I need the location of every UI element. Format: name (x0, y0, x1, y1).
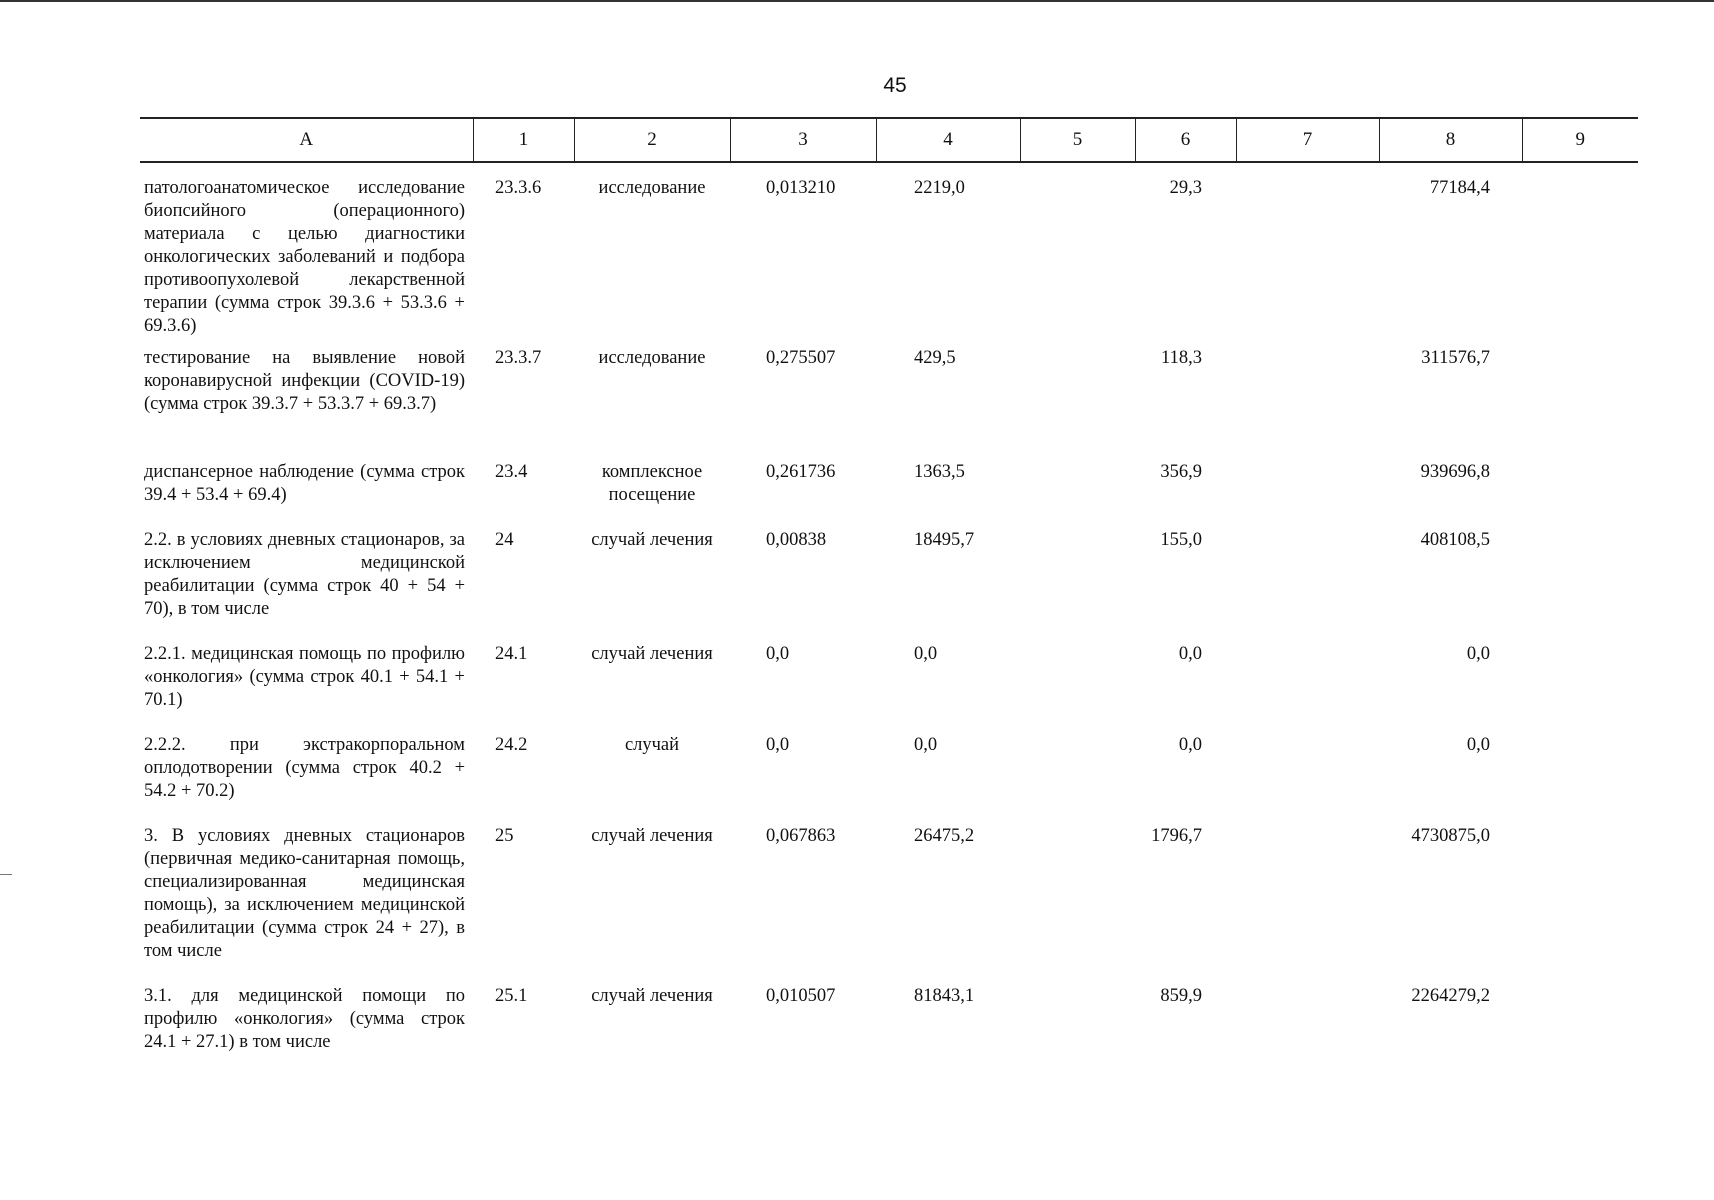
row-col8-cell: 77184,4 (1429, 178, 1490, 198)
row-unit-cell: случай лечения (591, 530, 713, 550)
row-col8-cell: 311576,7 (1421, 348, 1490, 368)
row-col7-cell (1236, 461, 1379, 529)
row-name-cell: 2.2.2. при экстракорпоральном оплодотворении (сумма строк 40.2 + 54.2 + 70.2) (144, 735, 465, 801)
table-row (140, 985, 1638, 1055)
row-col9-cell (1522, 461, 1638, 529)
table-row (140, 162, 1638, 347)
row-col9-cell (1522, 985, 1638, 1055)
column-header-4: 4 (876, 118, 1020, 162)
row-col4-cell: 2219,0 (914, 178, 965, 198)
row-code-cell: 23.3.7 (495, 348, 542, 368)
table-row (140, 461, 1638, 529)
row-col9-cell (1522, 162, 1638, 347)
table-row (140, 734, 1638, 825)
row-col4-cell: 0,0 (914, 644, 938, 664)
row-col7-cell (1236, 162, 1379, 347)
row-col9-cell (1522, 529, 1638, 643)
table-row (140, 643, 1638, 734)
row-unit-cell: случай лечения (591, 826, 713, 846)
row-col5-cell (1020, 347, 1135, 461)
column-header-6: 6 (1135, 118, 1236, 162)
row-code-cell: 25 (495, 826, 514, 846)
row-col7-cell (1236, 347, 1379, 461)
row-col3-cell: 0,010507 (766, 986, 836, 1006)
row-code-cell: 24.1 (495, 644, 528, 664)
row-unit-cell: комплексное посещение (601, 462, 703, 505)
row-col6-cell: 356,9 (1160, 462, 1202, 482)
row-unit-cell: случай лечения (591, 986, 713, 1006)
row-col8-cell: 939696,8 (1420, 462, 1490, 482)
row-col7-cell (1236, 985, 1379, 1055)
column-header-a: А (140, 118, 473, 162)
row-col3-cell: 0,275507 (766, 348, 836, 368)
data-table (140, 117, 1638, 1055)
row-col7-cell (1236, 734, 1379, 825)
row-col6-cell: 0,0 (1178, 735, 1202, 755)
row-col7-cell (1236, 825, 1379, 985)
row-col4-cell: 0,0 (914, 735, 938, 755)
row-col6-cell: 29,3 (1169, 178, 1202, 198)
row-unit-cell: исследование (598, 348, 706, 368)
page-number: 45 (883, 74, 907, 97)
row-code-cell: 23.3.6 (495, 178, 542, 198)
row-col7-cell (1236, 643, 1379, 734)
row-col4-cell: 26475,2 (914, 826, 975, 846)
row-col5-cell (1020, 529, 1135, 643)
row-col8-cell: 0,0 (1466, 735, 1490, 755)
row-col8-cell: 4730875,0 (1411, 826, 1490, 846)
column-header-8: 8 (1379, 118, 1522, 162)
table-row (140, 347, 1638, 461)
margin-scan-mark (0, 874, 12, 875)
row-col9-cell (1522, 825, 1638, 985)
row-col5-cell (1020, 461, 1135, 529)
row-col3-cell: 0,0 (766, 735, 790, 755)
column-header-1: 1 (473, 118, 574, 162)
row-col3-cell: 0,00838 (766, 530, 827, 550)
row-col5-cell (1020, 985, 1135, 1055)
row-col7-cell (1236, 529, 1379, 643)
row-code-cell: 23.4 (495, 462, 528, 482)
column-header-5: 5 (1020, 118, 1135, 162)
top-border-line (0, 0, 1714, 2)
row-col8-cell: 408108,5 (1420, 530, 1490, 550)
row-name-cell: диспансерное наблюдение (сумма строк 39.4 + 53.4 + 69.4) (144, 462, 465, 505)
row-code-cell: 25.1 (495, 986, 528, 1006)
row-unit-cell: случай лечения (591, 644, 713, 664)
column-header-2: 2 (574, 118, 730, 162)
row-col8-cell: 0,0 (1466, 644, 1490, 664)
row-name-cell: тестирование на выявление новой коронавирусной инфекции (COVID-19) (сумма строк 39.3.7 + 53.3.7 + 69.3.7) (144, 348, 465, 414)
column-header-3: 3 (730, 118, 876, 162)
row-col4-cell: 18495,7 (914, 530, 975, 550)
row-col5-cell (1020, 734, 1135, 825)
column-header-9: 9 (1522, 118, 1638, 162)
row-col9-cell (1522, 643, 1638, 734)
row-col9-cell (1522, 734, 1638, 825)
row-col6-cell: 1796,7 (1151, 826, 1202, 846)
row-col4-cell: 429,5 (914, 348, 956, 368)
row-col6-cell: 859,9 (1160, 986, 1202, 1006)
row-col6-cell: 155,0 (1160, 530, 1202, 550)
table-row (140, 825, 1638, 985)
row-col8-cell: 2264279,2 (1411, 986, 1490, 1006)
row-col6-cell: 0,0 (1178, 644, 1202, 664)
row-col3-cell: 0,261736 (766, 462, 836, 482)
row-name-cell: 2.2. в условиях дневных стационаров, за исключением медицинской реабилитации (сумма строк 40 + 54 + 70), в том числе (144, 530, 465, 619)
row-col3-cell: 0,013210 (766, 178, 836, 198)
row-col3-cell: 0,0 (766, 644, 790, 664)
row-name-cell: патологоанатомическое исследование биопсийного (операционного) материала с целью диагностики онкологических заболеваний и подбора противоопухолевой лекарственной терапии (сумма строк 39.3.6 + 53.3.6 + 69.3.6) (144, 178, 465, 336)
row-col6-cell: 118,3 (1161, 348, 1202, 368)
row-col5-cell (1020, 825, 1135, 985)
table-header-row (140, 118, 1638, 162)
data-table-container (140, 117, 1638, 1055)
row-code-cell: 24 (495, 530, 514, 550)
row-col5-cell (1020, 643, 1135, 734)
row-unit-cell: случай (624, 735, 680, 755)
column-header-7: 7 (1236, 118, 1379, 162)
row-col4-cell: 81843,1 (914, 986, 975, 1006)
table-row (140, 529, 1638, 643)
row-name-cell: 3.1. для медицинской помощи по профилю «онкология» (сумма строк 24.1 + 27.1) в том числе (144, 986, 465, 1052)
row-col4-cell: 1363,5 (914, 462, 965, 482)
row-code-cell: 24.2 (495, 735, 528, 755)
row-col5-cell (1020, 162, 1135, 347)
row-unit-cell: исследование (598, 178, 706, 198)
row-col9-cell (1522, 347, 1638, 461)
row-name-cell: 3. В условиях дневных стационаров (первичная медико-санитарная помощь, специализированная медицинская помощь), за исключением медицинской реабилитации (сумма строк 24 + 27), в том числе (144, 826, 465, 961)
row-col3-cell: 0,067863 (766, 826, 836, 846)
row-name-cell: 2.2.1. медицинская помощь по профилю «онкология» (сумма строк 40.1 + 54.1 + 70.1) (144, 644, 465, 710)
